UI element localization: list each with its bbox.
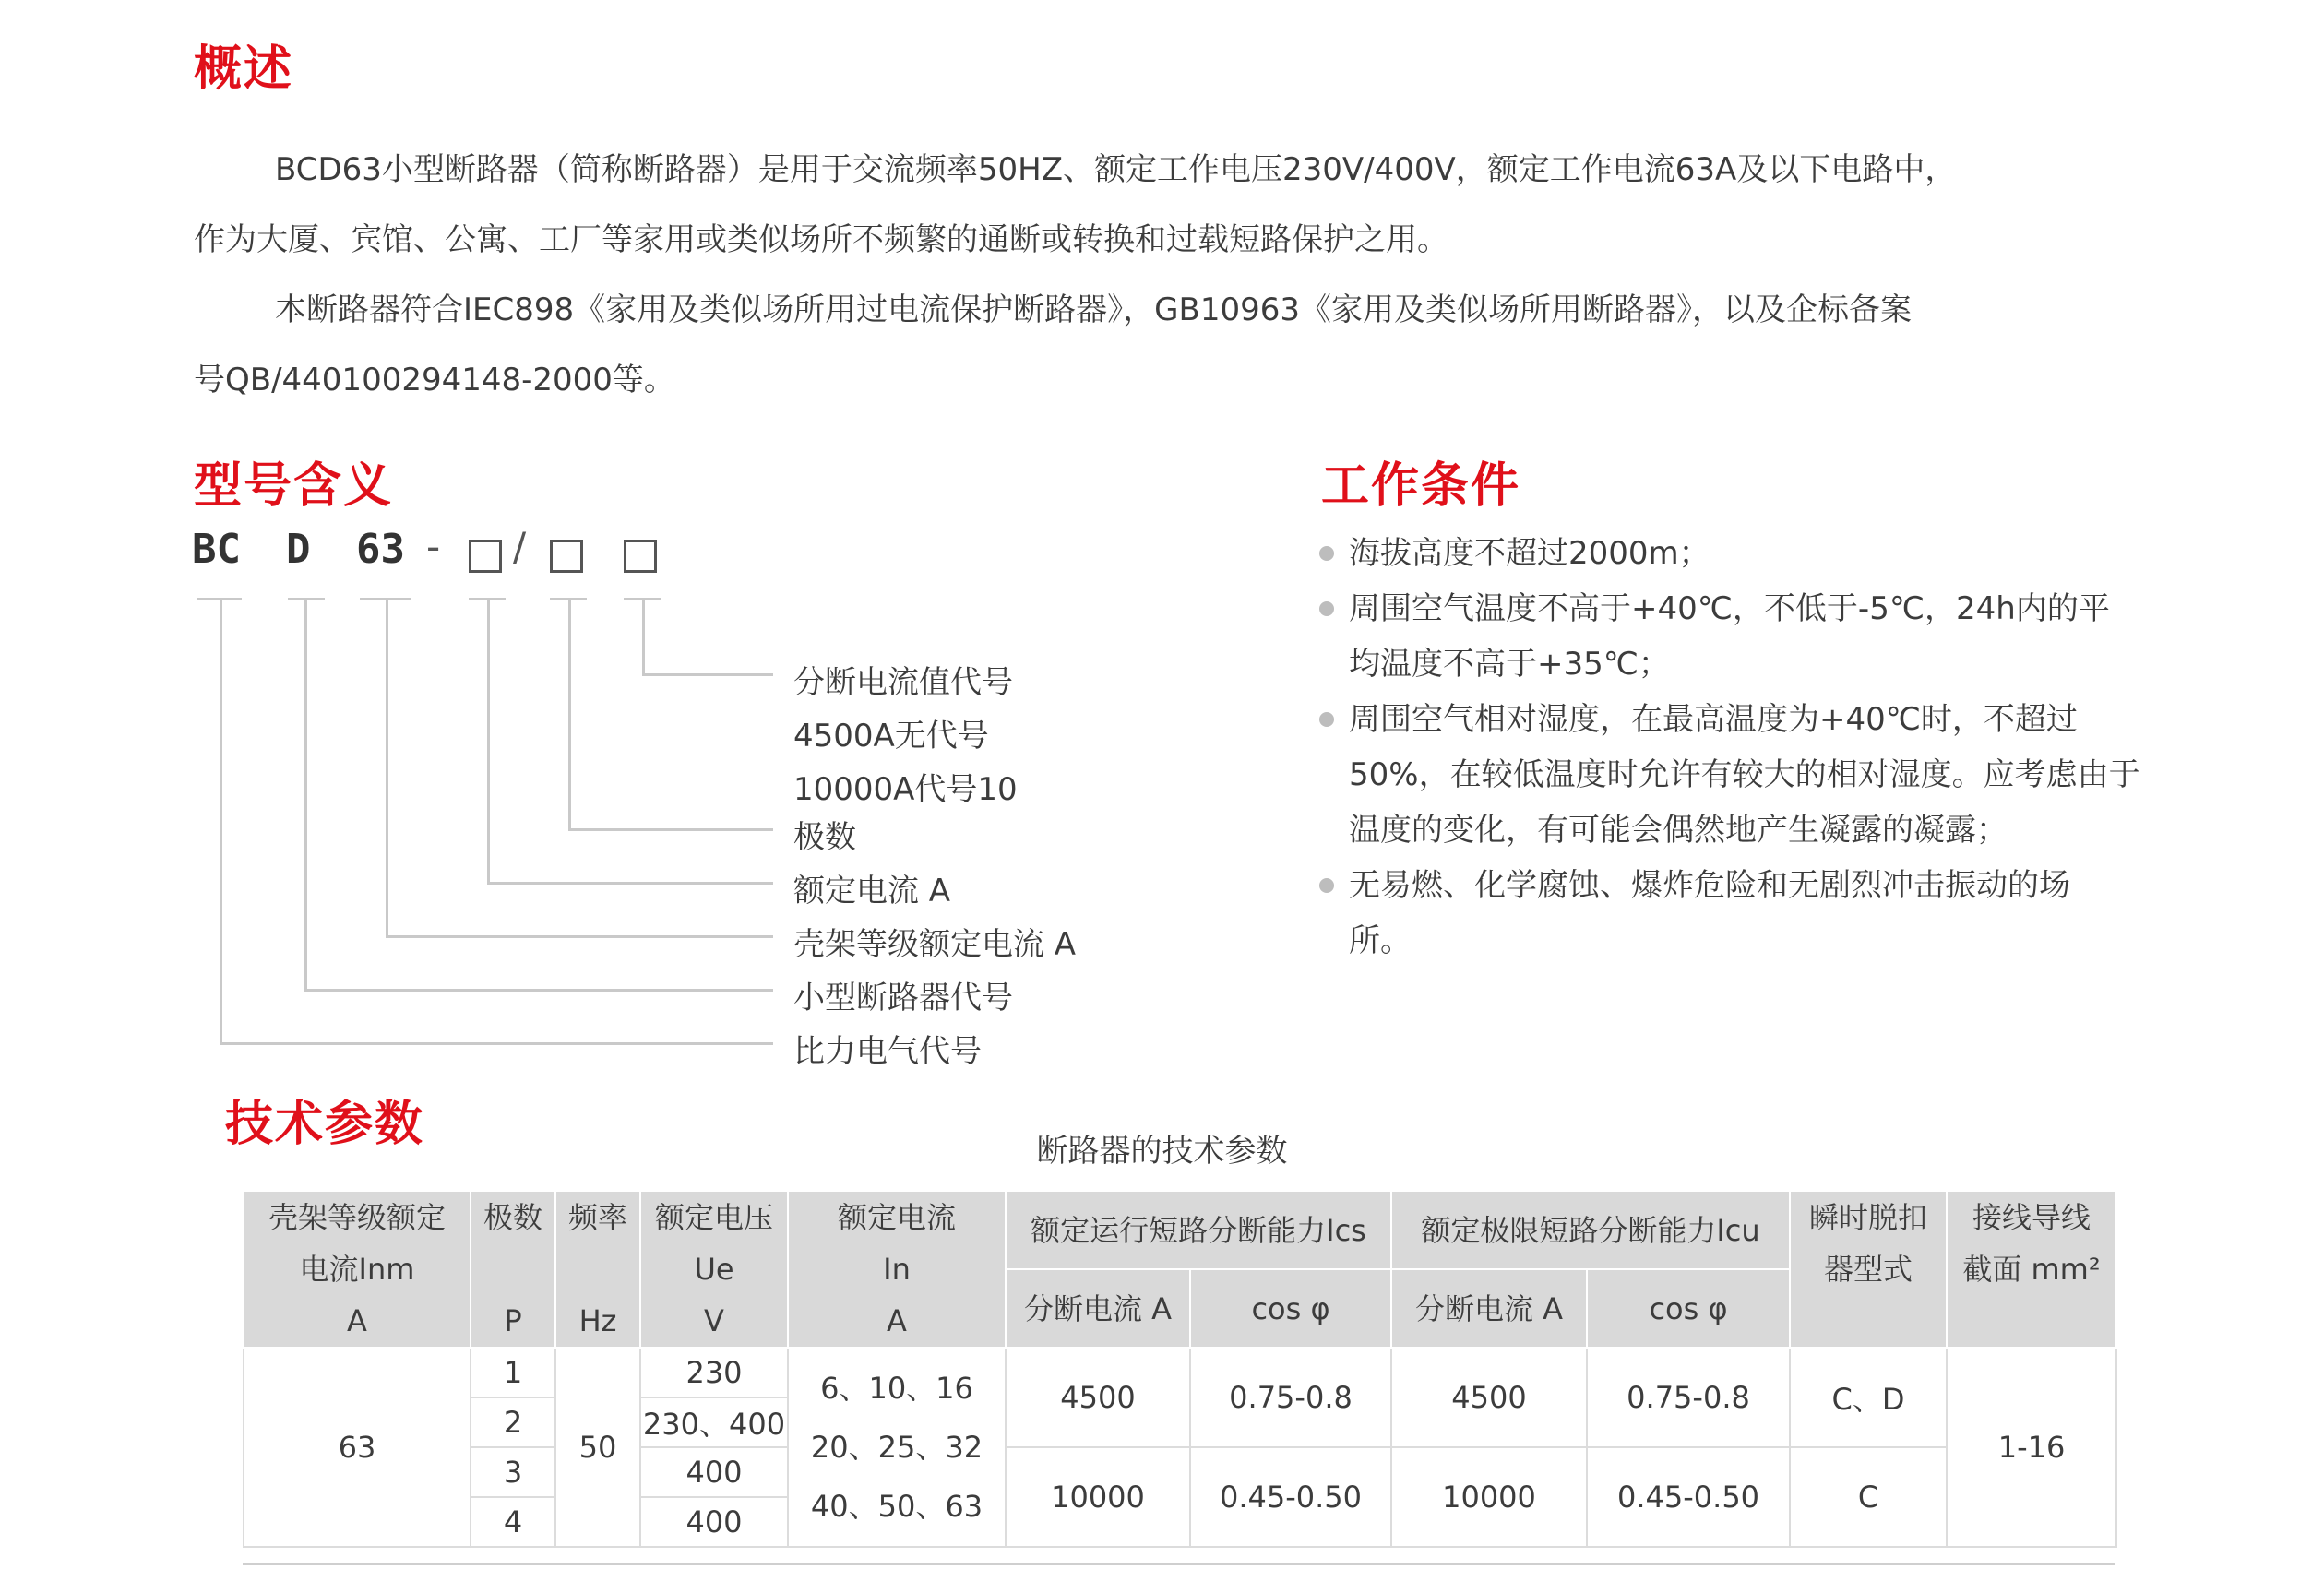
code-bc: BC [192,526,241,573]
code-box-current [469,540,502,573]
code-box-breaking [624,540,657,573]
code-slash: / [513,524,527,569]
bullet-icon [1319,878,1334,893]
code-d: D [286,526,311,573]
condition-item: 周围空气温度不高于+40℃，不低于-5℃，24h内的平 均温度不高于+35℃； [1319,581,2140,692]
label-breaking-code: 分断电流值代号 [793,664,1013,701]
cell-ics-current: 10000 [1006,1447,1190,1547]
cell-poles: 1 [471,1348,555,1397]
overview-title: 概述 [194,42,294,97]
th-ics-current: 分断电流 A [1006,1269,1190,1348]
cell-trip: C [1790,1447,1947,1547]
cell-ics-cos: 0.45-0.50 [1190,1447,1391,1547]
th-icu-current: 分断电流 A [1391,1269,1587,1348]
th-icu: 额定极限短路分断能力Icu [1391,1191,1790,1269]
label-brand-code: 比力电气代号 [793,1033,982,1070]
cell-ue: 230、400 [640,1397,788,1447]
table-caption: 断路器的技术参数 [1036,1133,1288,1170]
label-poles: 极数 [793,819,856,856]
th-trip: 瞬时脱扣 器型式 [1790,1191,1947,1348]
spec-table [243,1190,2117,1548]
th-ics: 额定运行短路分断能力Ics [1006,1191,1391,1269]
cell-icu-current: 10000 [1391,1447,1587,1547]
label-frame-current: 壳架等级额定电流 A [793,926,1077,963]
cell-freq: 50 [555,1348,640,1547]
table-row [244,1348,2116,1397]
conditions-title: 工作条件 [1321,458,1521,514]
code-box-poles [550,540,583,573]
th-in: 额定电流 In A [788,1191,1006,1348]
th-wire: 接线导线 截面 mm² [1947,1191,2116,1348]
label-4500: 4500A无代号 [793,718,989,755]
table-bottom-rule [243,1563,2115,1565]
overview-text [194,135,2131,415]
overview-p2b: 号QB/440100294148-2000等。 [194,362,675,398]
cell-ue: 400 [640,1497,788,1547]
cell-ue: 400 [640,1447,788,1497]
table-row [244,1447,2116,1497]
model-title: 型号含义 [194,458,394,514]
label-10000: 10000A代号10 [793,771,1018,808]
cell-in: 6、10、16 20、25、32 40、50、63 [788,1348,1006,1547]
cell-wire: 1-16 [1947,1348,2116,1547]
cell-ue: 230 [640,1348,788,1397]
cell-ics-cos: 0.75-0.8 [1190,1348,1391,1447]
condition-item: 周围空气相对湿度，在最高温度为+40℃时，不超过50%，在较低温度时允许有较大的相对湿度。应考虑由于温度的变化，有可能会偶然地产生凝露的凝露； [1319,692,2140,858]
th-ics-cos: cos φ [1190,1269,1391,1348]
th-poles: 极数 P [471,1191,555,1348]
tech-title: 技术参数 [225,1097,425,1152]
cell-inm: 63 [244,1348,471,1547]
label-mcb-code: 小型断路器代号 [793,980,1013,1016]
code-63: 63 [356,526,405,573]
cell-poles: 4 [471,1497,555,1547]
bullet-icon [1319,712,1334,727]
condition-item: 海拔高度不超过2000m； [1319,526,2140,581]
conditions-list [1319,526,2151,969]
cell-poles: 3 [471,1447,555,1497]
cell-icu-current: 4500 [1391,1348,1587,1447]
overview-p1: BCD63小型断路器（简称断路器）是用于交流频率50HZ、额定工作电压230V/400V，额定工作电流63A及以下电路中， [275,151,1957,188]
bullet-icon [1319,601,1334,616]
th-inm: 壳架等级额定 电流Inm A [244,1191,471,1348]
condition-item: 无易燃、化学腐蚀、爆炸危险和无剧烈冲击振动的场 所。 [1319,858,2140,969]
label-rated-current: 额定电流 A [793,873,951,909]
bullet-icon [1319,546,1334,561]
th-freq: 频率 Hz [555,1191,640,1348]
overview-p1b: 作为大厦、宾馆、公寓、工厂等家用或类似场所不频繁的通断或转换和过载短路保护之用。 [194,221,1448,258]
overview-p2: 本断路器符合IEC898《家用及类似场所用过电流保护断路器》，GB10963《家用及类似场所用断路器》，以及企标备案 [275,291,1912,328]
cell-poles: 2 [471,1397,555,1447]
th-icu-cos: cos φ [1587,1269,1790,1348]
code-dash: - [426,524,441,569]
th-ue: 额定电压 Ue V [640,1191,788,1348]
cell-icu-cos: 0.75-0.8 [1587,1348,1790,1447]
cell-icu-cos: 0.45-0.50 [1587,1447,1790,1547]
cell-ics-current: 4500 [1006,1348,1190,1447]
cell-trip: C、D [1790,1348,1947,1447]
